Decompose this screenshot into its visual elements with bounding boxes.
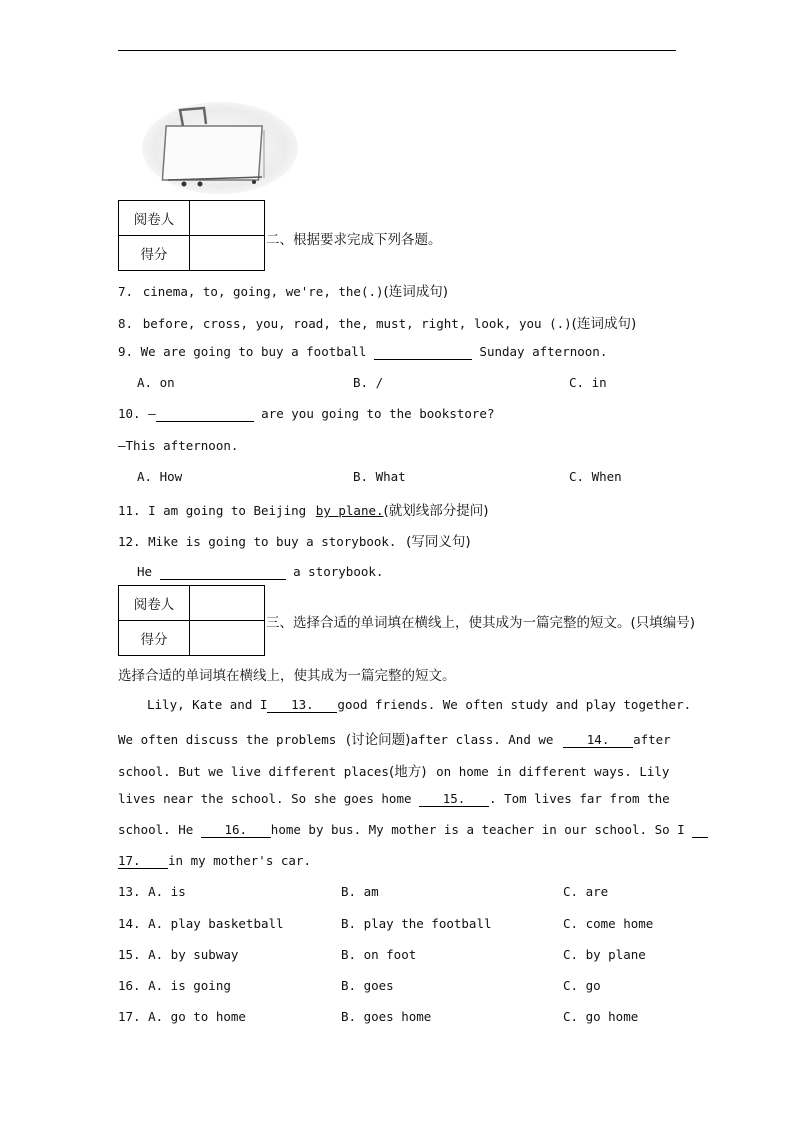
blank-17-start[interactable] [692,822,708,838]
passage-text: . Tom lives far from the [489,791,670,806]
passage-text: in my mother's car. [168,853,311,868]
choice-15-a[interactable]: 15. A. by subway [118,947,239,962]
question-10 [118,406,494,422]
passage-text: We often discuss the problems [118,732,337,747]
choice-14-a[interactable]: 14. A. play basketball [118,916,284,931]
blank-13[interactable]: 13. [267,697,337,713]
choice-13-b[interactable]: B. am [341,884,379,899]
q9-answer-blank[interactable] [374,344,472,360]
header-rule [118,50,676,51]
section3-heading: 三、选择合适的单词填在横线上，使其成为一篇完整的短文。(只填编号) [266,615,696,631]
q10-prefix: 10. — [118,406,156,421]
question-11 [118,499,489,519]
blank-14[interactable]: 14. [563,732,633,748]
reviewer-cell[interactable] [190,201,265,236]
question-12 [118,530,471,550]
q10-option-b[interactable]: B. What [353,469,406,484]
blank-17[interactable]: 17. [118,853,168,869]
choice-17-b[interactable]: B. goes home [341,1009,432,1024]
q12-text: 12. Mike is going to buy a storybook. [118,534,397,549]
q10-answer-blank[interactable] [156,406,254,422]
q9-text-before: 9. We are going to buy a football [118,344,367,359]
q8-text: before, cross, you, road, the, must, right, look, you (.) [142,316,572,331]
q8-note: (连词成句) [571,316,637,332]
q12-note: (写同义句) [406,534,471,550]
choice-15-c[interactable]: C. by plane [563,947,646,962]
passage-text: after [633,732,671,747]
grader-table-section2 [118,200,265,271]
choice-17-c[interactable]: C. go home [563,1009,639,1024]
score-label: 得分 [119,621,190,656]
choice-13-a[interactable]: 13. A. is [118,884,186,899]
passage-text: on home in different ways. Lily [436,764,670,779]
score-cell[interactable] [190,236,265,271]
q9-option-b[interactable]: B. / [353,375,384,390]
passage-text: home by bus. My mother is a teacher in our school. So I [270,822,685,837]
q7-note: (连词成句) [383,284,449,300]
q7-text: cinema, to, going, we're, the(.) [142,284,384,299]
choice-16-c[interactable]: C. go [563,978,601,993]
grader-table-section3 [118,585,265,656]
q9-text-after: Sunday afternoon. [479,344,608,359]
q12-line-after: a storybook. [293,564,384,579]
section2-heading: 二、根据要求完成下列各题。 [266,232,442,248]
passage-cn: (讨论问题) [345,732,411,748]
blank-16[interactable]: 16. [201,822,271,838]
suitcase-illustration [138,100,300,198]
choice-14-c[interactable]: C. come home [563,916,654,931]
choice-14-b[interactable]: B. play the football [341,916,492,931]
passage-text: good friends. We often study and play together. [337,697,692,712]
q8-number: 8. [118,316,134,331]
q12-answer-line [137,564,383,580]
choice-17-a[interactable]: 17. A. go to home [118,1009,246,1024]
q11-underlined: by plane. [315,503,384,518]
q12-line-before: He [137,564,153,579]
question-8 [118,312,636,332]
score-label: 得分 [119,236,190,271]
q10-option-a[interactable]: A. How [137,469,183,484]
choice-16-b[interactable]: B. goes [341,978,394,993]
reviewer-cell[interactable] [190,586,265,621]
section3-instruction: 选择合适的单词填在横线上，使其成为一篇完整的短文。 [118,668,456,684]
passage-text: after class. And we [410,732,554,747]
choice-16-a[interactable]: 16. A. is going [118,978,231,993]
q11-text-before: 11. I am going to Beijing [118,503,307,518]
q9-option-a[interactable]: A. on [137,375,175,390]
passage-line-2 [118,728,671,748]
q11-note: (就划线部分提问) [383,503,489,519]
reviewer-label: 阅卷人 [119,586,190,621]
passage-line-3 [118,760,669,780]
passage-line-4 [118,791,670,807]
passage-line-1 [147,697,691,713]
passage-line-5 [118,822,708,838]
passage-text: Lily, Kate and I [147,697,268,712]
passage-text: school. But we live different places [118,764,389,779]
q10-text-after: are you going to the bookstore? [261,406,495,421]
question-7 [118,280,448,300]
question-9 [118,344,607,360]
passage-line-6 [118,853,311,869]
q10-option-c[interactable]: C. When [569,469,622,484]
score-cell[interactable] [190,621,265,656]
reviewer-label: 阅卷人 [119,201,190,236]
passage-cn: (地方) [388,764,427,780]
choice-13-c[interactable]: C. are [563,884,609,899]
q7-number: 7. [118,284,134,299]
q12-answer-blank[interactable] [160,564,286,580]
choice-15-b[interactable]: B. on foot [341,947,417,962]
passage-text: lives near the school. So she goes home [118,791,412,806]
blank-15[interactable]: 15. [419,791,489,807]
passage-text: school. He [118,822,194,837]
q9-option-c[interactable]: C. in [569,375,607,390]
q10-answer-line: —This afternoon. [118,438,239,453]
